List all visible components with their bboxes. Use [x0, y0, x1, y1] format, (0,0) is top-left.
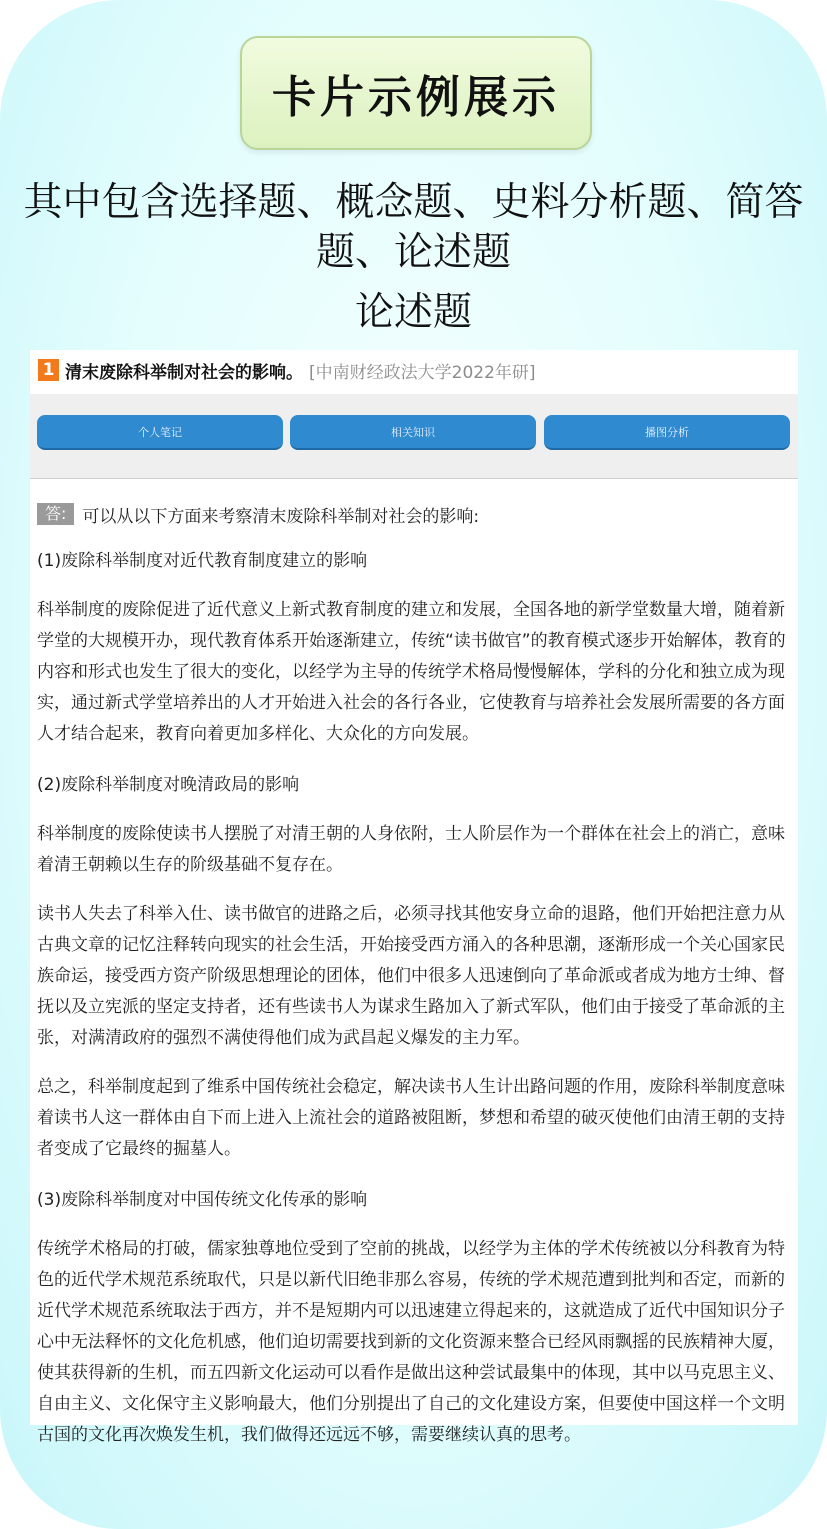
personal-notes-button[interactable]: 个人笔记 [37, 415, 283, 450]
answer-intro: 可以从以下方面来考察清末废除科举制对社会的影响: [82, 506, 480, 527]
answer-body [37, 502, 793, 1451]
title-banner [240, 36, 592, 150]
diagram-analysis-button[interactable]: 播图分析 [544, 415, 790, 450]
question-number-badge: 1 [38, 359, 59, 381]
question-row [38, 357, 788, 383]
answer-heading-2: (2)废除科举制度对晚清政局的影响 [37, 775, 300, 795]
answer-heading-1: (1)废除科举制度对近代教育制度建立的影响 [37, 551, 368, 571]
answer-paragraph-1: 科举制度的废除促进了近代意义上新式教育制度的建立和发展，全国各地的新学堂数量大增，随着新学堂的大规模开办，现代教育体系开始逐渐建立，传统“读书做官”的教育模式逐步开始解体，教育的内容和形式也发生了很大的变化，以经学为主导的传统学术格局慢慢解体，学科的分化和独立成为现实，通过新式学堂培养出的人才开始进入社会的各行各业，它使教育与培养社会发展所需要的各方面人才结合起来，教育向着更加多样化、大众化的方向发展。 [37, 600, 786, 744]
question-source: [中南财经政法大学2022年研] [309, 362, 536, 383]
answer-paragraph-5: 传统学术格局的打破，儒家独尊地位受到了空前的挑战，以经学为主体的学术传统被以分科教育为特色的近代学术规范系统取代，只是以新代旧绝非那么容易，传统的学术规范遭到批判和否定，而新的近代学术规范系统取法于西方，并不是短期内可以迅速建立得起来的，这就造成了近代中国知识分子心中无法释怀的文化危机感，他们迫切需要找到新的文化资源来整合已经风雨飘摇的民族精神大厦，使其获得新的生机，而五四新文化运动可以看作是做出这种尝试最集中的体现，其中以马克思主义、自由主义、文化保守主义影响最大，他们分别提出了自己的文化建设方案，但要使中国这样一个文明古国的文化再次焕发生机，我们做得还远远不够，需要继续认真的思考。 [37, 1239, 785, 1445]
question-card [30, 350, 798, 1445]
page-title: 卡片示例展示 [272, 72, 560, 123]
answer-paragraph-4: 总之，科举制度起到了维系中国传统社会稳定，解决读书人生计出路问题的作用，废除科举制度意味着读书人这一群体由自下而上进入上流社会的道路被阻断，梦想和希望的破灭使他们由清王朝的支持者变成了它最终的掘墓人。 [37, 1077, 785, 1159]
section-title: 论述题 [354, 290, 472, 335]
related-knowledge-button[interactable]: 相关知识 [290, 415, 536, 450]
answer-intro-row [37, 502, 793, 526]
answer-badge: 答: [37, 503, 74, 525]
answer-paragraph-2: 科举制度的废除使读书人摆脱了对清王朝的人身依附，士人阶层作为一个群体在社会上的消亡，意味着清王朝赖以生存的阶级基础不复存在。 [37, 824, 785, 875]
answer-paragraph-3: 读书人失去了科举入仕、读书做官的进路之后，必须寻找其他安身立命的退路，他们开始把注意力从古典文章的记忆注释转向现实的社会生活，开始接受西方涌入的各种思潮，逐渐形成一个关心国家民族命运，接受西方资产阶级思想理论的团体，他们中很多人迅速倒向了革命派或者成为地方士绅、督抚以及立宪派的坚定支持者，还有些读书人为谋求生路加入了新式军队，他们由于接受了革命派的主张，对满清政府的强烈不满使得他们成为武昌起义爆发的主力军。 [37, 904, 785, 1048]
page-subtitle: 其中包含选择题、概念题、史料分析题、简答题、论述题 [23, 180, 804, 275]
question-text: 清末废除科举制对社会的影响。 [65, 362, 303, 383]
answer-heading-3: (3)废除科举制度对中国传统文化传承的影响 [37, 1190, 368, 1210]
action-bar [30, 394, 798, 479]
